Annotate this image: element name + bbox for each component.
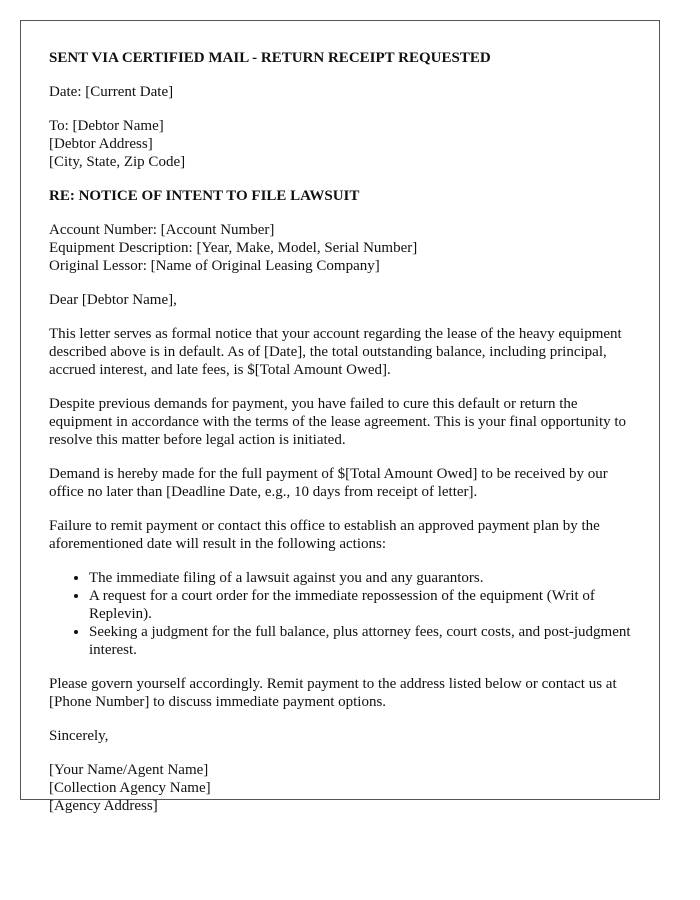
salutation: Dear [Debtor Name], [49,292,177,308]
recipient-block [49,117,635,171]
paragraph-default-notice: This letter serves as formal notice that your account regarding the lease of the heavy equipment described above is in default. As of [Date], the total outstanding balance, including principal, accrued interest, and late fees, is $[Total Amount Owed]. [49,326,622,378]
account-details [49,221,635,275]
recipient-name: To: [Debtor Name] [49,118,164,134]
action-item-judgment: • Seeking a judgment for the full balance, plus attorney fees, court costs, and post-judgment interest. [89,623,635,659]
recipient-city-state-zip: [City, State, Zip Code] [49,154,186,170]
letter-page [20,20,660,814]
actions-list [49,569,635,659]
signoff: Sincerely, [49,728,109,744]
signature-block [49,761,635,815]
closing-paragraph: Please govern yourself accordingly. Remit payment to the address listed below or contact us at [Phone Number] to discuss immediate payment options. [49,676,617,710]
signature-name: [Your Name/Agent Name] [49,762,209,778]
action-item-lawsuit: • The immediate filing of a lawsuit against you and any guarantors. [89,569,635,587]
account-number: Account Number: [Account Number] [49,222,275,238]
equipment-description: Equipment Description: [Year, Make, Model, Serial Number] [49,240,418,256]
signature-agency: [Collection Agency Name] [49,780,211,796]
date-line: Date: [Current Date] [49,84,174,100]
letter-content [49,49,635,831]
subject-line: RE: NOTICE OF INTENT TO FILE LAWSUIT [49,188,360,204]
mailing-header: SENT VIA CERTIFIED MAIL - RETURN RECEIPT REQUESTED [49,50,491,66]
paragraph-failure-to-cure: Despite previous demands for payment, you have failed to cure this default or return the equipment in accordance with the terms of the lease agreement. This is your final opportunity to resolve this matter before legal action is initiated. [49,396,627,448]
original-lessor: Original Lessor: [Name of Original Leasing Company] [49,258,380,274]
action-item-repossession: • A request for a court order for the immediate repossession of the equipment (Writ of Replevin). [89,587,635,623]
paragraph-consequences: Failure to remit payment or contact this office to establish an approved payment plan by the aforementioned date will result in the following actions: [49,518,600,552]
recipient-address: [Debtor Address] [49,136,153,152]
paragraph-demand: Demand is hereby made for the full payment of $[Total Amount Owed] to be received by our office no later than [Deadline Date, e.g., 10 days from receipt of letter]. [49,466,608,500]
signature-address: [Agency Address] [49,798,158,814]
